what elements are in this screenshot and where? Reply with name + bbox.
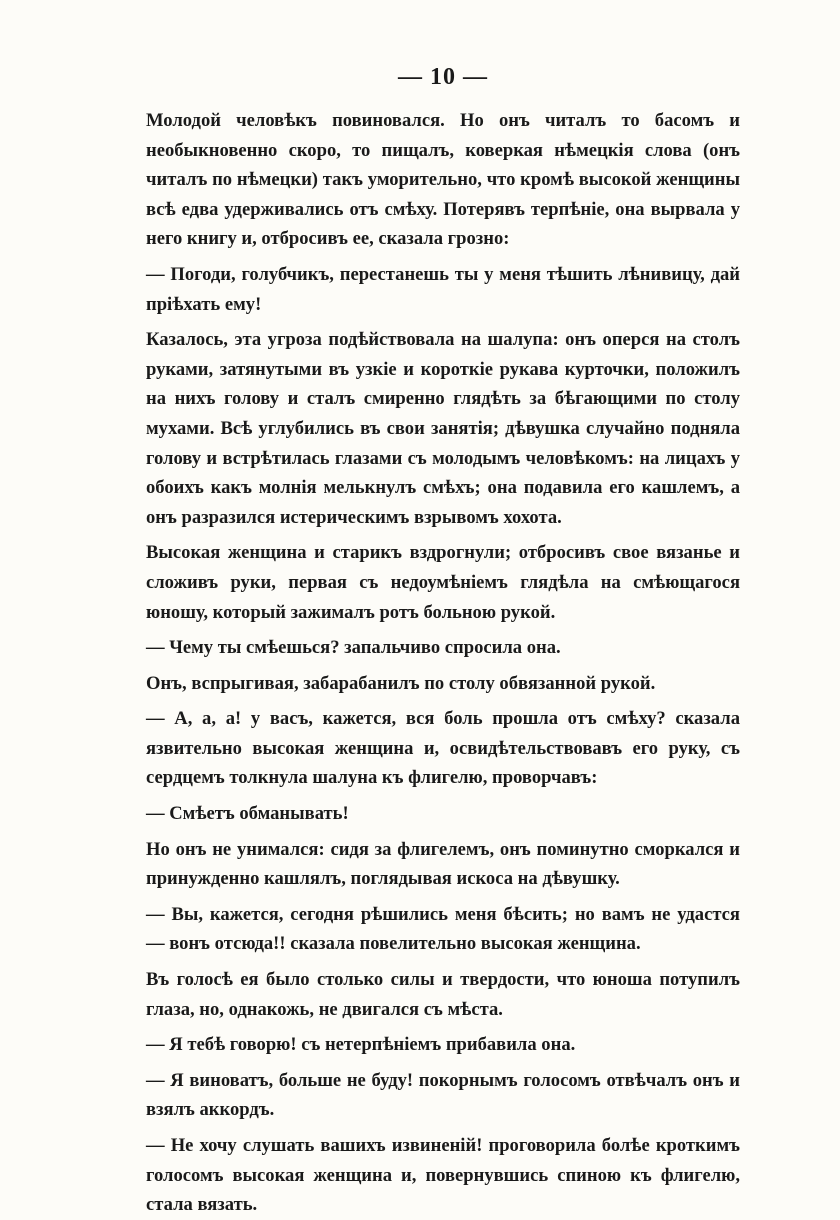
paragraph-14: — Не хочу слушать вашихъ извиненій! проговорила болѣе кроткимъ голосомъ высокая женщина и, повернувшись спиною къ флигелю, стала вязать. xyxy=(146,1135,740,1216)
page-body xyxy=(146,106,740,1220)
page-number: — 10 — xyxy=(398,64,488,90)
paragraph-12: — Я тебѣ говорю! съ нетерпѣніемъ прибавила она. xyxy=(146,1034,576,1056)
paragraph-3: Казалось, эта угроза подѣйствовала на шалупа: онъ оперся на столъ руками, затянутыми въ узкіе и короткіе рукава курточки, положилъ на нихъ голову и сталъ смиренно глядѣть за бѣгающими по столу мухами. Всѣ углубились въ свои занятія; дѣвушка случайно подняла голову и встрѣтилась глазами съ молодымъ человѣкомъ: на лицахъ у обоихъ какъ молнія мелькнулъ смѣхъ; она подавила его кашлемъ, а онъ разразился истерическимъ взрывомъ хохота. xyxy=(146,329,740,528)
paragraph-13: — Я виноватъ, больше не буду! покорнымъ голосомъ отвѣчалъ онъ и взялъ аккордъ. xyxy=(146,1069,740,1121)
paragraph-2: — Погоди, голубчикъ, перестанешь ты у меня тѣшить лѣнивицу, дай пріѣхать ему! xyxy=(146,263,740,315)
paragraph-10: — Вы, кажется, сегодня рѣшились меня бѣсить; но вамъ не удастся — вонъ отсюда!! сказала повелительно высокая женщина. xyxy=(146,903,740,955)
paragraph-9: Но онъ не унимался: сидя за флигелемъ, онъ поминутно сморкался и принужденно кашлялъ, поглядывая искоса на дѣвушку. xyxy=(146,838,740,890)
paragraph-5: — Чему ты смѣешься? запальчиво спросила она. xyxy=(146,637,561,659)
paragraph-6: Онъ, вспрыгивая, забарабанилъ по столу обвязанной рукой. xyxy=(146,672,656,694)
paragraph-4: Высокая женщина и старикъ вздрогнули; отбросивъ свое вязанье и сложивъ руки, первая съ недоумѣніемъ глядѣла на смѣющагося юношу, который зажималъ ротъ больною рукой. xyxy=(146,542,740,623)
paragraph-11: Въ голосѣ ея было столько силы и твердости, что юноша потупилъ глаза, но, однакожь, не двигался съ мѣста. xyxy=(146,969,740,1020)
paragraph-8: — Смѣетъ обманывать! xyxy=(146,803,349,825)
paragraph-1: Молодой человѣкъ повиновался. Но онъ читалъ то басомъ и необыкновенно скоро, то пищалъ, коверкая нѣмецкія слова (онъ читалъ по нѣмецки) такъ уморительно, что кромѣ высокой женщины всѣ едва удерживались отъ смѣху. Потерявъ терпѣніе, она вырвала у него книгу и, отбросивъ ее, сказала грозно: xyxy=(146,110,740,250)
paragraph-7: — А, а, а! у васъ, кажется, вся боль прошла отъ смѣху? сказала язвительно высокая женщина и, освидѣтельствовавъ его руку, съ сердцемъ толкнула шалуна къ флигелю, проворчавъ: xyxy=(146,708,740,789)
